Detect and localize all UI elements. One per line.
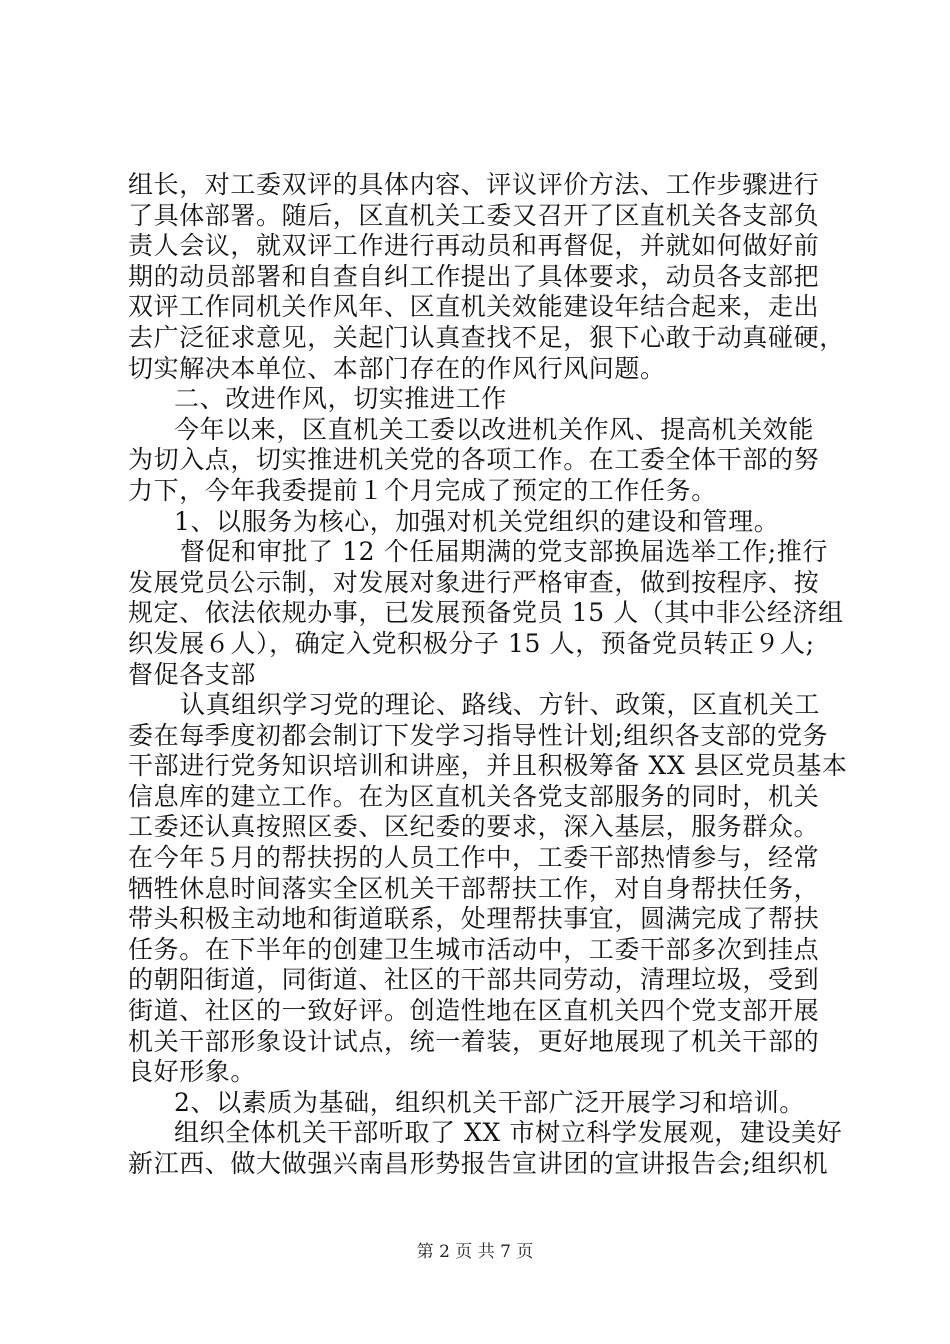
text-line: 织发展６人），确定入党积极分子 15 人，预备党员转正９人; — [128, 628, 815, 658]
text-line: 牺牲休息时间落实全区机关干部帮扶工作，对自身帮扶任务， — [128, 873, 820, 903]
text-line: 组织全体机关干部听取了 XX 市树立科学发展观，建设美好 — [174, 1118, 843, 1148]
text-line: 带头积极主动地和街道联系，处理帮扶事宜，圆满完成了帮扶 — [128, 904, 820, 934]
text-line: 去广泛征求意见，关起门认真查找不足，狠下心敢于动真碰硬， — [128, 322, 845, 352]
text-line: 力下，今年我委提前１个月完成了预定的工作任务。 — [128, 475, 717, 505]
text-line: 今年以来，区直机关工委以改进机关作风、提高机关效能 — [174, 414, 815, 444]
text-line: 期的动员部署和自查自纠工作提出了具体要求，动员各支部把 — [128, 261, 820, 291]
text-line: 为切入点，切实推进机关党的各项工作。在工委全体干部的努 — [128, 445, 820, 475]
text-line: 1、以服务为核心，加强对机关党组织的建设和管理。 — [174, 506, 780, 536]
text-line: 二、改进作风，切实推进工作 — [174, 384, 507, 414]
text-line: 督促各支部 — [128, 659, 257, 689]
text-line: 任务。在下半年的创建卫生城市活动中，工委干部多次到挂点 — [128, 934, 820, 964]
text-line: 规定、依法依规办事，已发展预备党员 15 人（其中非公经济组 — [128, 598, 844, 628]
text-line: 了具体部署。随后，区直机关工委又召开了区直机关各支部负 — [128, 200, 820, 230]
text-line: 街道、社区的一致好评。创造性地在区直机关四个党支部开展 — [128, 996, 820, 1026]
text-line: 良好形象。 — [128, 1057, 257, 1087]
text-line: 新江西、做大做强兴南昌形势报告宣讲团的宣讲报告会;组织机 — [128, 1149, 829, 1178]
text-line: 2、以素质为基础，组织机关干部广泛开展学习和培训。 — [174, 1087, 805, 1117]
document-body — [128, 170, 848, 1180]
text-line: 机关干部形象设计试点，统一着装，更好地展现了机关干部的 — [128, 1026, 820, 1056]
text-line: 信息库的建立工作。在为区直机关各党支部服务的同时，机关 — [128, 781, 820, 811]
page-footer: 第 2 页 共 7 页 — [416, 1242, 534, 1262]
text-line: 双评工作同机关作风年、区直机关效能建设年结合起来，走出 — [128, 292, 820, 322]
text-line: 干部进行党务知识培训和讲座，并且积极筹备 XX 县区党员基本 — [128, 751, 848, 781]
text-line: 切实解决本单位、本部门存在的作风行风问题。 — [128, 353, 666, 383]
text-line: 委在每季度初都会制订下发学习指导性计划;组织各支部的党务 — [128, 720, 829, 750]
text-line: 认真组织学习党的理论、路线、方针、政策，区直机关工 — [180, 690, 821, 720]
text-line: 在今年５月的帮扶拐的人员工作中，工委干部热情参与，经常 — [128, 843, 820, 873]
text-line: 的朝阳街道，同街道、社区的干部共同劳动，清理垃圾，受到 — [128, 965, 820, 995]
text-line: 发展党员公示制，对发展对象进行严格审查，做到按程序、按 — [128, 567, 820, 597]
text-line: 组长，对工委双评的具体内容、评议评价方法、工作步骤进行 — [128, 170, 820, 199]
text-line: 责人会议，就双评工作进行再动员和再督促，并就如何做好前 — [128, 231, 820, 261]
text-line: 督促和审批了 12 个任届期满的党支部换届选举工作;推行 — [180, 537, 828, 567]
text-line: 工委还认真按照区委、区纪委的要求，深入基层，服务群众。 — [128, 812, 820, 842]
